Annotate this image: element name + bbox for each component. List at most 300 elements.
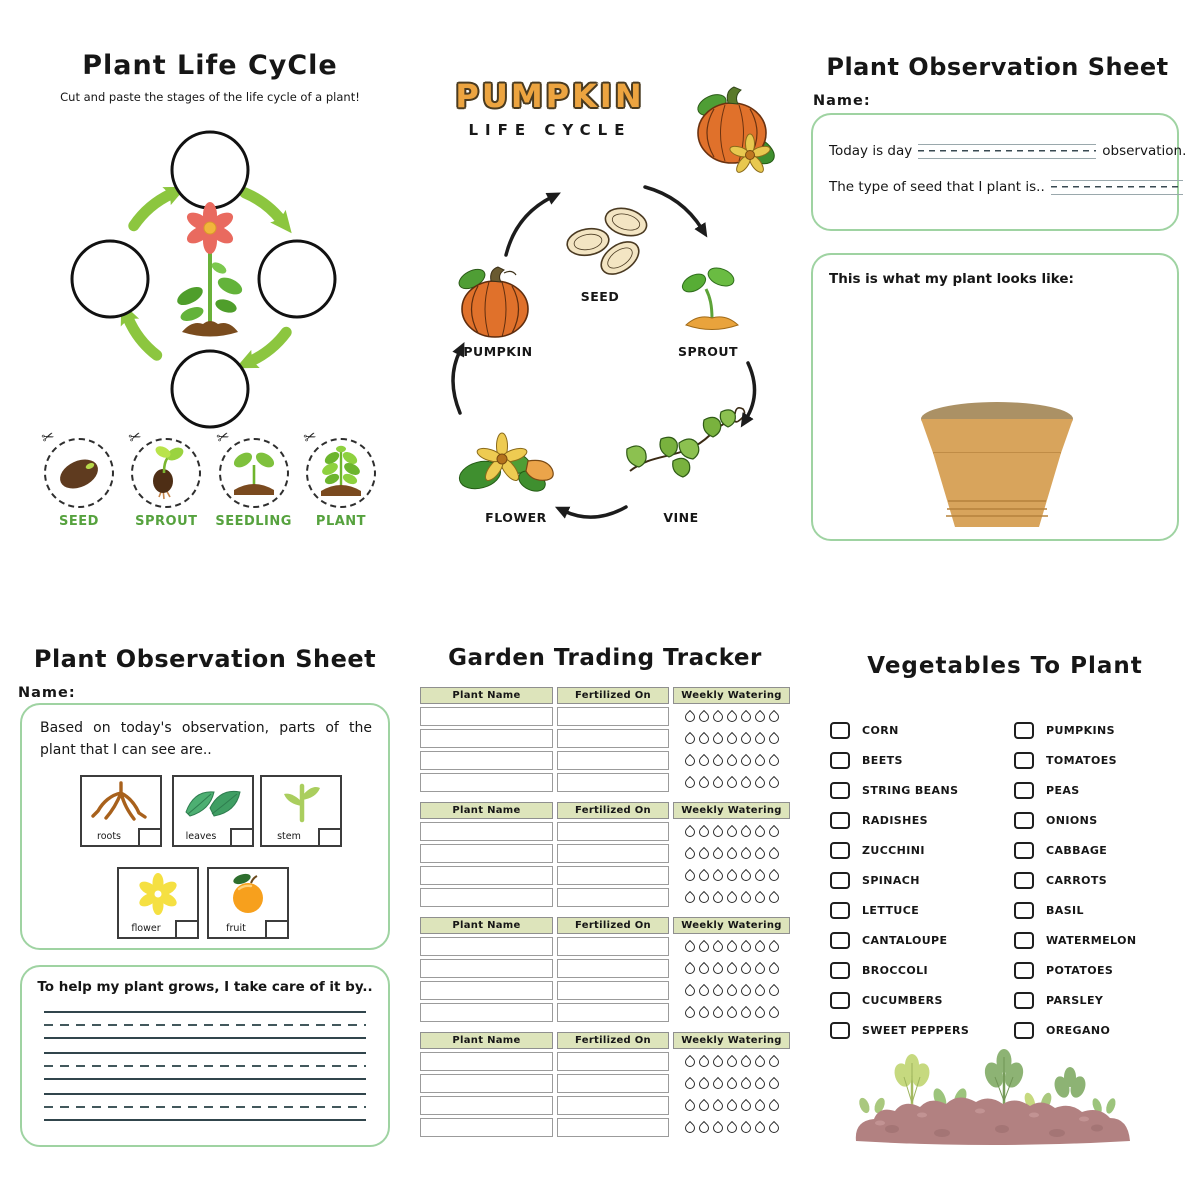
cutout-seed (39, 426, 118, 529)
water-drop-icon[interactable] (710, 1120, 724, 1134)
vegetable-checkbox[interactable] (1014, 842, 1034, 859)
water-drop-icon[interactable] (738, 1054, 752, 1068)
tracker-row (420, 937, 790, 956)
water-drop-icon[interactable] (766, 868, 780, 882)
water-drop-icon[interactable] (738, 868, 752, 882)
water-drop-icon[interactable] (696, 1076, 710, 1090)
vegetable-label: PEAS (1046, 783, 1080, 797)
water-drop-icon[interactable] (752, 983, 766, 997)
water-drop-icon[interactable] (696, 1005, 710, 1019)
water-drop-icon[interactable] (682, 1076, 696, 1090)
plant-name-input[interactable] (420, 1052, 553, 1071)
vegetable-checkbox[interactable] (830, 722, 850, 739)
water-drop-icon[interactable] (766, 731, 780, 745)
name-label: Name: (813, 93, 871, 109)
vegetable-checkbox[interactable] (830, 752, 850, 769)
water-drop-icon[interactable] (724, 824, 738, 838)
part-label: fruit (226, 923, 246, 934)
water-drop-icon[interactable] (710, 846, 724, 860)
plant-observation-sheet-1 (805, 53, 1190, 548)
part-checkbox[interactable] (318, 828, 342, 847)
tracker-row (420, 729, 790, 748)
water-drop-icon[interactable] (724, 709, 738, 723)
seed-type-row (829, 179, 1183, 195)
vegetable-label: SPINACH (862, 873, 920, 887)
fertilized-on-input[interactable] (557, 1003, 669, 1022)
water-drop-icon[interactable] (766, 890, 780, 904)
roots-icon (86, 780, 156, 824)
vegetable-checkbox[interactable] (1014, 932, 1034, 949)
stem-icon (266, 780, 336, 824)
tracker-section (420, 687, 790, 792)
vegetable-label: BROCCOLI (862, 963, 929, 977)
water-drop-icon[interactable] (752, 824, 766, 838)
water-drop-icon[interactable] (752, 1054, 766, 1068)
water-drop-icon[interactable] (696, 1098, 710, 1112)
water-drop-icon[interactable] (738, 961, 752, 975)
pumpkin-title: PUMPKIN (455, 77, 645, 115)
plant-drawing-box (811, 253, 1179, 541)
vegetable-checkbox[interactable] (1014, 782, 1034, 799)
vegetable-label: RADISHES (862, 813, 928, 827)
plant-name-input[interactable] (420, 937, 553, 956)
part-card-flower (117, 867, 199, 939)
vegetable-item (830, 985, 969, 1015)
water-drop-icon[interactable] (710, 775, 724, 789)
water-drop-icon[interactable] (710, 709, 724, 723)
flower-pot-illustration (917, 397, 1077, 532)
water-drop-icon[interactable] (766, 775, 780, 789)
water-drop-icon[interactable] (710, 1098, 724, 1112)
water-drop-icon[interactable] (724, 1076, 738, 1090)
fertilized-on-input[interactable] (557, 888, 669, 907)
stage-label: PLANT (315, 514, 367, 529)
vegetable-item (830, 865, 969, 895)
part-checkbox[interactable] (175, 920, 199, 939)
water-drop-icon[interactable] (724, 868, 738, 882)
water-drop-icon[interactable] (752, 731, 766, 745)
water-drop-icon[interactable] (724, 775, 738, 789)
tracker-column-header: Fertilized On (557, 687, 669, 704)
water-drop-icon[interactable] (682, 1054, 696, 1068)
weekly-watering-cell (673, 773, 790, 792)
fertilized-on-input[interactable] (557, 844, 669, 863)
fertilized-on-input[interactable] (557, 1052, 669, 1071)
water-drop-icon[interactable] (752, 939, 766, 953)
vegetable-label: CORN (862, 723, 899, 737)
water-drop-icon[interactable] (766, 709, 780, 723)
stage-label-flower: FLOWER (485, 510, 547, 525)
water-drop-icon[interactable] (682, 753, 696, 767)
vegetable-item (830, 745, 969, 775)
water-drop-icon[interactable] (710, 939, 724, 953)
water-drop-icon[interactable] (682, 1005, 696, 1019)
fertilized-on-input[interactable] (557, 1118, 669, 1137)
day-observation-row (829, 143, 1186, 159)
tracker-header-row (420, 1032, 790, 1049)
vegetable-checkbox[interactable] (830, 1022, 850, 1039)
water-drop-icon[interactable] (766, 961, 780, 975)
water-drop-icon[interactable] (710, 1005, 724, 1019)
water-drop-icon[interactable] (724, 1120, 738, 1134)
vegetable-checkbox[interactable] (830, 782, 850, 799)
vegetable-item (830, 1015, 969, 1045)
vegetable-checkbox[interactable] (1014, 992, 1034, 1009)
part-label: leaves (185, 831, 217, 842)
cutout-stage-row (39, 426, 380, 529)
tracker-header-row (420, 917, 790, 934)
water-drop-icon[interactable] (696, 1054, 710, 1068)
vegetable-checkbox[interactable] (830, 992, 850, 1009)
plant-name-input[interactable] (420, 751, 553, 770)
vegetable-checkbox[interactable] (830, 812, 850, 829)
water-drop-icon[interactable] (710, 731, 724, 745)
water-drop-icon[interactable] (724, 961, 738, 975)
water-drop-icon[interactable] (724, 890, 738, 904)
water-drop-icon[interactable] (738, 1076, 752, 1090)
fertilized-on-input[interactable] (557, 937, 669, 956)
tracker-section (420, 802, 790, 907)
care-box-caption: To help my plant grows, I take care of it by.. (37, 979, 373, 995)
water-drop-icon[interactable] (682, 1098, 696, 1112)
tracker-header-row (420, 687, 790, 704)
title-pumpkin-illustration (695, 87, 779, 175)
tracker-row (420, 1003, 790, 1022)
weekly-watering-cell (673, 937, 790, 956)
fertilized-on-input[interactable] (557, 981, 669, 1000)
stage-label: SEED (59, 514, 99, 529)
part-label: stem (277, 831, 301, 842)
fruit-icon (213, 872, 283, 916)
water-drop-icon[interactable] (710, 961, 724, 975)
writing-lines[interactable] (44, 1011, 366, 1134)
water-drop-icon[interactable] (738, 824, 752, 838)
fertilized-on-input[interactable] (557, 866, 669, 885)
name-label: Name: (18, 685, 76, 701)
scissors-icon: ✂ (126, 426, 145, 448)
stage-label-pumpkin: PUMPKIN (463, 344, 533, 359)
water-drop-icon[interactable] (752, 1005, 766, 1019)
water-drop-icon[interactable] (724, 1098, 738, 1112)
water-drop-icon[interactable] (724, 939, 738, 953)
vegetable-checkbox[interactable] (1014, 872, 1034, 889)
water-drop-icon[interactable] (766, 1005, 780, 1019)
weekly-watering-cell (673, 1052, 790, 1071)
vegetable-checkbox[interactable] (830, 842, 850, 859)
pumpkin-cycle-diagram (430, 75, 800, 565)
water-drop-icon[interactable] (766, 939, 780, 953)
water-drop-icon[interactable] (738, 775, 752, 789)
plant-name-input[interactable] (420, 981, 553, 1000)
day-input-line[interactable] (918, 144, 1096, 159)
plant-name-input[interactable] (420, 959, 553, 978)
water-drop-icon[interactable] (724, 1054, 738, 1068)
plant-name-input[interactable] (420, 844, 553, 863)
vegetable-label: PUMPKINS (1046, 723, 1115, 737)
vegetable-label: LETTUCE (862, 903, 920, 917)
water-drop-icon[interactable] (696, 846, 710, 860)
tracker-row (420, 1096, 790, 1115)
vegetable-label: STRING BEANS (862, 783, 959, 797)
weekly-watering-cell (673, 888, 790, 907)
stage-label: SEEDLING (215, 514, 292, 529)
cutout-circle (126, 426, 201, 508)
tracker-column-header: Weekly Watering (673, 687, 790, 704)
water-drop-icon[interactable] (682, 709, 696, 723)
vegetable-checkbox[interactable] (1014, 1022, 1034, 1039)
water-drop-icon[interactable] (682, 939, 696, 953)
plant-name-input[interactable] (420, 773, 553, 792)
seed-type-input-line[interactable] (1051, 180, 1183, 195)
plant-name-input[interactable] (420, 1118, 553, 1137)
water-drop-icon[interactable] (682, 890, 696, 904)
vegetable-item (1014, 895, 1136, 925)
vegetable-item (830, 955, 969, 985)
plant-observation-sheet-2 (10, 645, 400, 1150)
vegetable-checkbox[interactable] (830, 962, 850, 979)
water-drop-icon[interactable] (682, 1120, 696, 1134)
water-drop-icon[interactable] (682, 731, 696, 745)
vegetable-label: CUCUMBERS (862, 993, 943, 1007)
day-suffix-text: observation. (1102, 143, 1187, 159)
vegetable-checkbox[interactable] (830, 902, 850, 919)
water-drop-icon[interactable] (766, 753, 780, 767)
plant-name-input[interactable] (420, 707, 553, 726)
weekly-watering-cell (673, 1118, 790, 1137)
weekly-watering-cell (673, 1096, 790, 1115)
vegetable-label: BEETS (862, 753, 903, 767)
plant-name-input[interactable] (420, 1003, 553, 1022)
writing-line-group (44, 1093, 366, 1121)
tracker-row (420, 1052, 790, 1071)
water-drop-icon[interactable] (738, 709, 752, 723)
part-label: flower (131, 923, 161, 934)
water-drop-icon[interactable] (752, 753, 766, 767)
water-drop-icon[interactable] (724, 1005, 738, 1019)
part-checkbox[interactable] (230, 828, 254, 847)
part-card-leaves (172, 775, 254, 847)
water-drop-icon[interactable] (766, 846, 780, 860)
vegetable-label: SWEET PEPPERS (862, 1023, 970, 1037)
water-drop-icon[interactable] (696, 868, 710, 882)
water-drop-icon[interactable] (682, 983, 696, 997)
plant-illustration (312, 445, 370, 501)
water-drop-icon[interactable] (696, 709, 710, 723)
water-drop-icon[interactable] (738, 983, 752, 997)
tracker-row (420, 707, 790, 726)
seed-illustration (565, 204, 650, 281)
cutout-circle (39, 426, 114, 508)
vegetable-checkbox[interactable] (1014, 812, 1034, 829)
plant-name-input[interactable] (420, 866, 553, 885)
water-drop-icon[interactable] (710, 868, 724, 882)
water-drop-icon[interactable] (696, 775, 710, 789)
water-drop-icon[interactable] (696, 983, 710, 997)
water-drop-icon[interactable] (682, 775, 696, 789)
water-drop-icon[interactable] (752, 890, 766, 904)
vegetable-checkbox[interactable] (830, 872, 850, 889)
water-drop-icon[interactable] (696, 753, 710, 767)
life-cycle-diagram (40, 128, 380, 430)
vegetable-item (1014, 865, 1136, 895)
plant-name-input[interactable] (420, 729, 553, 748)
plant-name-input[interactable] (420, 822, 553, 841)
veg-col-right (1014, 715, 1136, 1045)
fertilized-on-input[interactable] (557, 773, 669, 792)
water-drop-icon[interactable] (752, 709, 766, 723)
fertilized-on-input[interactable] (557, 751, 669, 770)
water-drop-icon[interactable] (696, 890, 710, 904)
pumpkin-illustration (456, 265, 528, 337)
tracker-row (420, 751, 790, 770)
seed-type-prefix-text: The type of seed that I plant is.. (829, 179, 1045, 195)
fertilized-on-input[interactable] (557, 729, 669, 748)
water-drop-icon[interactable] (766, 1120, 780, 1134)
vegetable-item (1014, 955, 1136, 985)
vegetable-label: ZUCCHINI (862, 843, 925, 857)
water-drop-icon[interactable] (710, 1054, 724, 1068)
water-drop-icon[interactable] (752, 846, 766, 860)
flowering-plant-illustration (174, 202, 244, 337)
vegetable-item (1014, 805, 1136, 835)
water-drop-icon[interactable] (738, 1005, 752, 1019)
fertilized-on-input[interactable] (557, 822, 669, 841)
page-title: Plant Life CyCle (82, 50, 338, 81)
tracker-column-header: Plant Name (420, 687, 553, 704)
tracker-row (420, 773, 790, 792)
pumpkin-subtitle: LIFE CYCLE (468, 121, 632, 139)
water-drop-icon[interactable] (766, 1098, 780, 1112)
weekly-watering-cell (673, 707, 790, 726)
cutout-circle (301, 426, 376, 508)
water-drop-icon[interactable] (710, 1076, 724, 1090)
water-drop-icon[interactable] (724, 753, 738, 767)
tracker-row (420, 959, 790, 978)
vegetable-checkbox[interactable] (1014, 752, 1034, 769)
vegetable-item (1014, 1015, 1136, 1045)
water-drop-icon[interactable] (682, 868, 696, 882)
paste-circles (72, 132, 335, 427)
water-drop-icon[interactable] (752, 1098, 766, 1112)
care-writing-box (20, 965, 390, 1147)
water-drop-icon[interactable] (738, 846, 752, 860)
cutout-seedling (213, 426, 293, 529)
water-drop-icon[interactable] (696, 961, 710, 975)
page-title: Garden Trading Tracker (448, 645, 762, 671)
vegetable-checkbox[interactable] (830, 932, 850, 949)
water-drop-icon[interactable] (752, 961, 766, 975)
water-drop-icon[interactable] (710, 983, 724, 997)
water-drop-icon[interactable] (696, 1120, 710, 1134)
water-drop-icon[interactable] (710, 824, 724, 838)
water-drop-icon[interactable] (724, 731, 738, 745)
weekly-watering-cell (673, 1074, 790, 1093)
water-drop-icon[interactable] (696, 731, 710, 745)
vegetable-item (830, 715, 969, 745)
vegetable-checkbox[interactable] (1014, 962, 1034, 979)
weekly-watering-cell (673, 959, 790, 978)
water-drop-icon[interactable] (724, 846, 738, 860)
sprout-illustration (679, 265, 738, 330)
plant-name-input[interactable] (420, 1074, 553, 1093)
water-drop-icon[interactable] (738, 1098, 752, 1112)
water-drop-icon[interactable] (710, 890, 724, 904)
water-drop-icon[interactable] (696, 939, 710, 953)
plant-name-input[interactable] (420, 888, 553, 907)
water-drop-icon[interactable] (738, 731, 752, 745)
water-drop-icon[interactable] (682, 824, 696, 838)
weekly-watering-cell (673, 844, 790, 863)
weekly-watering-cell (673, 751, 790, 770)
water-drop-icon[interactable] (738, 939, 752, 953)
scissors-icon: ✂ (213, 426, 232, 448)
vegetable-item (1014, 835, 1136, 865)
water-drop-icon[interactable] (724, 983, 738, 997)
vegetable-item (830, 805, 969, 835)
vegetable-checkbox[interactable] (1014, 902, 1034, 919)
water-drop-icon[interactable] (766, 824, 780, 838)
weekly-watering-cell (673, 729, 790, 748)
water-drop-icon[interactable] (696, 824, 710, 838)
fertilized-on-input[interactable] (557, 1074, 669, 1093)
water-drop-icon[interactable] (682, 961, 696, 975)
water-drop-icon[interactable] (752, 1120, 766, 1134)
plant-name-input[interactable] (420, 1096, 553, 1115)
water-drop-icon[interactable] (766, 1054, 780, 1068)
vegetable-item (1014, 745, 1136, 775)
water-drop-icon[interactable] (752, 1076, 766, 1090)
water-drop-icon[interactable] (766, 1076, 780, 1090)
sprout-illustration (137, 445, 195, 501)
water-drop-icon[interactable] (738, 890, 752, 904)
weekly-watering-cell (673, 981, 790, 1000)
plant-life-cycle-worksheet (40, 50, 380, 555)
fertilized-on-input[interactable] (557, 959, 669, 978)
cutout-sprout (126, 426, 205, 529)
day-prefix-text: Today is day (829, 143, 913, 159)
water-drop-icon[interactable] (766, 983, 780, 997)
vegetable-label: BASIL (1046, 903, 1084, 917)
vegetable-label: ONIONS (1046, 813, 1098, 827)
seed-illustration (50, 445, 108, 501)
page-title: Vegetables To Plant (867, 653, 1143, 679)
part-checkbox[interactable] (138, 828, 162, 847)
water-drop-icon[interactable] (738, 1120, 752, 1134)
fertilized-on-input[interactable] (557, 707, 669, 726)
tracker-column-header: Fertilized On (557, 917, 669, 934)
tracker-row (420, 1118, 790, 1137)
vegetable-item (1014, 925, 1136, 955)
tracker-column-header: Weekly Watering (673, 917, 790, 934)
vegetable-checkbox[interactable] (1014, 722, 1034, 739)
vegetable-label: CARROTS (1046, 873, 1108, 887)
water-drop-icon[interactable] (682, 846, 696, 860)
vegetable-label: CANTALOUPE (862, 933, 948, 947)
water-drop-icon[interactable] (752, 775, 766, 789)
drawing-box-caption: This is what my plant looks like: (829, 271, 1074, 287)
water-drop-icon[interactable] (710, 753, 724, 767)
fertilized-on-input[interactable] (557, 1096, 669, 1115)
water-drop-icon[interactable] (738, 753, 752, 767)
leaves-icon (178, 780, 248, 824)
part-checkbox[interactable] (265, 920, 289, 939)
water-drop-icon[interactable] (752, 868, 766, 882)
vegetable-item (1014, 985, 1136, 1015)
garden-trading-tracker (420, 645, 790, 1155)
flower-icon (123, 872, 193, 916)
writing-line-group (44, 1011, 366, 1039)
vegetable-label: OREGANO (1046, 1023, 1111, 1037)
